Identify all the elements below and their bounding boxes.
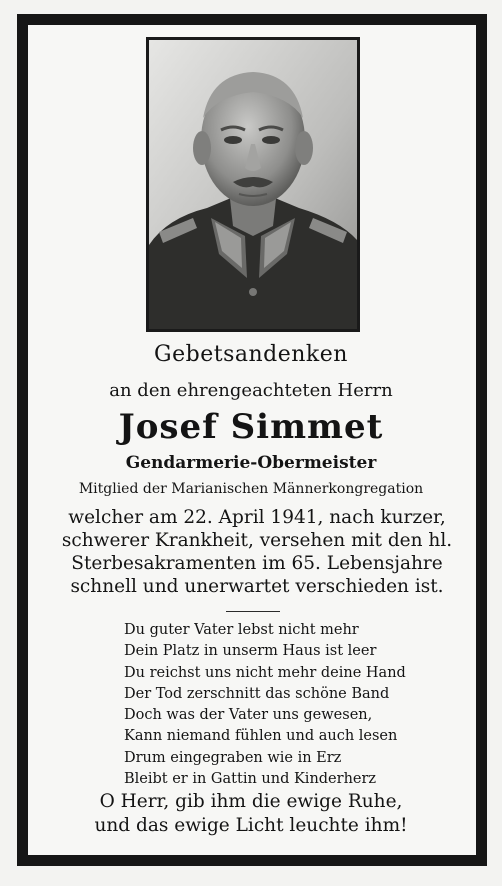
verse-line: Bleibt er in Gattin und Kinderherz xyxy=(124,771,377,788)
membership-line: Mitglied der Marianischen Männerkongregation xyxy=(78,481,424,497)
deceased-name: Josef Simmet xyxy=(118,407,384,447)
prayer-line: O Herr, gib ihm die ewige Ruhe, xyxy=(99,791,403,812)
dedication-line: an den ehrengeachteten Herrn xyxy=(109,380,393,401)
verse-line: Der Tod zerschnitt das schöne Band xyxy=(124,685,390,702)
verse-line: Doch was der Vater uns gewesen, xyxy=(124,707,373,724)
verse-line: Du guter Vater lebst nicht mehr xyxy=(124,622,359,638)
death-notice xyxy=(28,506,480,598)
death-notice-line: schwerer Krankheit, versehen mit den hl. xyxy=(61,530,453,551)
rank-title: Gendarmerie-Obermeister xyxy=(125,453,377,473)
verse-line: Kann niemand fühlen und auch lesen xyxy=(124,728,398,745)
section-divider xyxy=(226,611,280,612)
verse-line: Drum eingegraben wie in Erz xyxy=(124,749,342,766)
death-notice-line: Sterbesakramenten im 65. Lebensjahre xyxy=(71,553,443,574)
card-heading: Gebetsandenken xyxy=(154,342,348,367)
verse-line: Dein Platz in unserm Haus ist leer xyxy=(124,643,377,660)
prayer-line: und das ewige Licht leuchte ihm! xyxy=(94,815,408,836)
death-notice-line: schnell und unerwartet verschieden ist. xyxy=(70,576,444,597)
death-notice-line: welcher am 22. April 1941, nach kurzer, xyxy=(68,507,446,528)
verse-line: Du reichst uns nicht mehr deine Hand xyxy=(124,664,406,681)
closing-prayer xyxy=(28,790,474,838)
portrait-photo xyxy=(146,37,360,332)
memorial-verse xyxy=(124,620,424,790)
